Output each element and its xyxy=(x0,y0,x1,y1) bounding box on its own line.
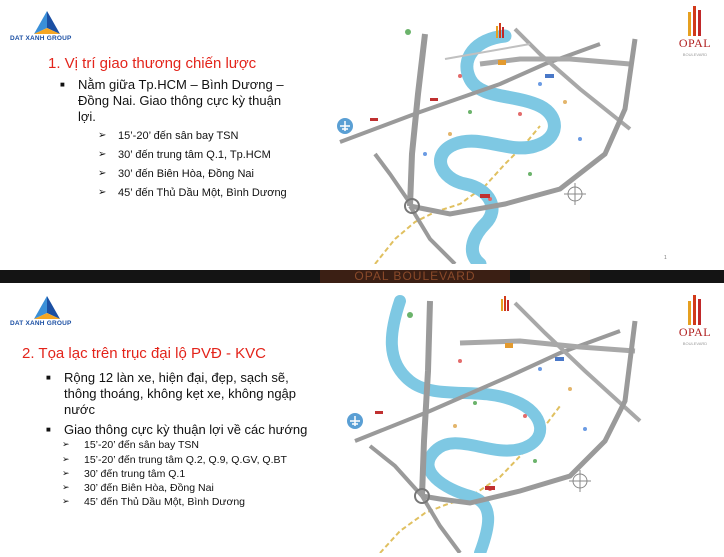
slide2-item: ➢ 30’ đến trung tâm Q.1 xyxy=(62,468,186,480)
arrow-bullet-icon: ➢ xyxy=(62,439,70,449)
poi-marker xyxy=(563,100,567,104)
bullet-line: Rộng 12 làn xe, hiện đại, đẹp, sạch sẽ, xyxy=(64,370,289,385)
poi-marker xyxy=(430,98,438,101)
location-map xyxy=(330,14,665,264)
main-road xyxy=(410,34,425,206)
poi-marker xyxy=(578,137,582,141)
slide1-bullet xyxy=(60,77,284,125)
logo-text: DAT XANH GROUP xyxy=(10,320,72,327)
ring-road xyxy=(410,39,635,214)
bullet-line: Nằm giữa Tp.HCM – Bình Dương – xyxy=(78,77,284,92)
gap-band xyxy=(530,270,590,283)
poi-marker xyxy=(568,387,572,391)
opal-brand-logo xyxy=(675,295,715,351)
bullet-line: lợi. xyxy=(78,109,96,124)
dat-xanh-logo xyxy=(10,295,90,331)
arrow-bullet-icon: ➢ xyxy=(62,468,70,478)
logo-text: DAT XANH GROUP xyxy=(10,35,72,42)
triangle-logo-icon xyxy=(32,295,62,321)
poi-marker xyxy=(485,486,495,490)
project-marker xyxy=(498,60,506,65)
slide2-item: ➢ 15’-20’ đến trung tâm Q.2, Q.9, Q.GV, Q.BT xyxy=(62,454,287,466)
road-north xyxy=(460,341,635,351)
slide-2 xyxy=(0,283,724,557)
road-airport xyxy=(375,154,412,206)
poi-marker xyxy=(448,132,452,136)
slide2-item: ➢ 45’ đến Thủ Dầu Một, Bình Dương xyxy=(62,496,246,508)
poi-marker xyxy=(523,414,527,418)
poi-marker xyxy=(458,74,462,78)
road-airport xyxy=(370,446,422,496)
slide2-heading: 2. Tọa lạc trên trục đại lộ PVĐ - KVC xyxy=(22,345,266,362)
arrow-bullet-icon: ➢ xyxy=(98,130,107,141)
poi-marker xyxy=(407,312,413,318)
poi-marker xyxy=(468,110,472,114)
bullet-line: thông thoáng, không kẹt xe, không ngập xyxy=(64,386,297,401)
slide2-bullet xyxy=(46,422,308,438)
poi-marker xyxy=(453,424,457,428)
poi-marker xyxy=(480,194,490,198)
airport-icon xyxy=(337,118,353,134)
brand-name: OPAL xyxy=(678,325,712,339)
poi-marker xyxy=(583,427,587,431)
arrow-bullet-icon: ➢ xyxy=(62,454,70,464)
slide1-heading: 1. Vị trí giao thương chiến lược xyxy=(48,55,257,72)
slide1-item: ➢ 15’-20’ đến sân bay TSN xyxy=(98,130,239,142)
gap-text: OPAL BOULEVARD xyxy=(354,269,476,283)
poi-marker xyxy=(405,29,411,35)
poi-marker xyxy=(518,112,522,116)
project-marker xyxy=(505,343,513,348)
bullet-line: Giao thông cực kỳ thuận lợi về các hướng xyxy=(64,422,308,437)
poi-marker xyxy=(473,401,477,405)
arrow-bullet-icon: ➢ xyxy=(98,149,107,160)
bullet-line: Đồng Nai. Giao thông cực kỳ thuận xyxy=(78,93,282,108)
slide2-bullet xyxy=(46,370,297,418)
location-map xyxy=(340,291,660,553)
poi-marker xyxy=(458,359,462,363)
road-diagonal xyxy=(515,29,630,129)
page-number: 1 xyxy=(664,255,667,261)
arrow-bullet-icon: ➢ xyxy=(62,496,70,506)
bullet-square-icon: ■ xyxy=(46,425,51,434)
arrow-bullet-icon: ➢ xyxy=(98,168,107,179)
poi-marker xyxy=(528,172,532,176)
slide2-item: ➢ 15’-20’ đến sân bay TSN xyxy=(62,439,199,451)
opal-marker-icon xyxy=(501,296,509,311)
opal-marker-icon xyxy=(496,23,504,38)
slide2-item: ➢ 30’ đến Biên Hòa, Đồng Nai xyxy=(62,482,214,494)
poi-marker xyxy=(370,118,378,121)
airport-icon xyxy=(347,413,363,429)
slide1-item: ➢ 30’ đến Biên Hòa, Đồng Nai xyxy=(98,168,254,180)
slide1-item: ➢ 45’ đến Thủ Dầu Một, Bình Dương xyxy=(98,187,287,199)
road-south xyxy=(422,496,460,553)
poi-marker xyxy=(538,82,542,86)
poi-marker xyxy=(533,459,537,463)
poi-marker xyxy=(423,152,427,156)
brand-sub: BOULEVARD xyxy=(682,341,708,346)
slide-gap xyxy=(0,270,724,283)
slide1-item: ➢ 30’ đến trung tâm Q.1, Tp.HCM xyxy=(98,149,271,161)
poi-marker xyxy=(555,357,564,361)
slide-1 xyxy=(0,0,724,270)
triangle-logo-icon xyxy=(32,10,62,36)
bullet-line: nước xyxy=(64,402,95,417)
arrow-bullet-icon: ➢ xyxy=(98,187,107,198)
brand-name: OPAL xyxy=(678,36,712,50)
bullet-square-icon: ■ xyxy=(46,373,51,382)
poi-marker xyxy=(538,367,542,371)
poi-marker xyxy=(375,411,383,414)
bullet-square-icon: ■ xyxy=(60,80,65,89)
tower-logo-icon xyxy=(675,295,715,325)
opal-brand-logo xyxy=(675,6,715,62)
river xyxy=(441,36,555,264)
arrow-bullet-icon: ➢ xyxy=(62,482,70,492)
tower-logo-icon xyxy=(675,6,715,36)
poi-marker xyxy=(545,74,554,78)
brand-sub: BOULEVARD xyxy=(682,52,708,57)
dat-xanh-logo xyxy=(10,10,90,46)
